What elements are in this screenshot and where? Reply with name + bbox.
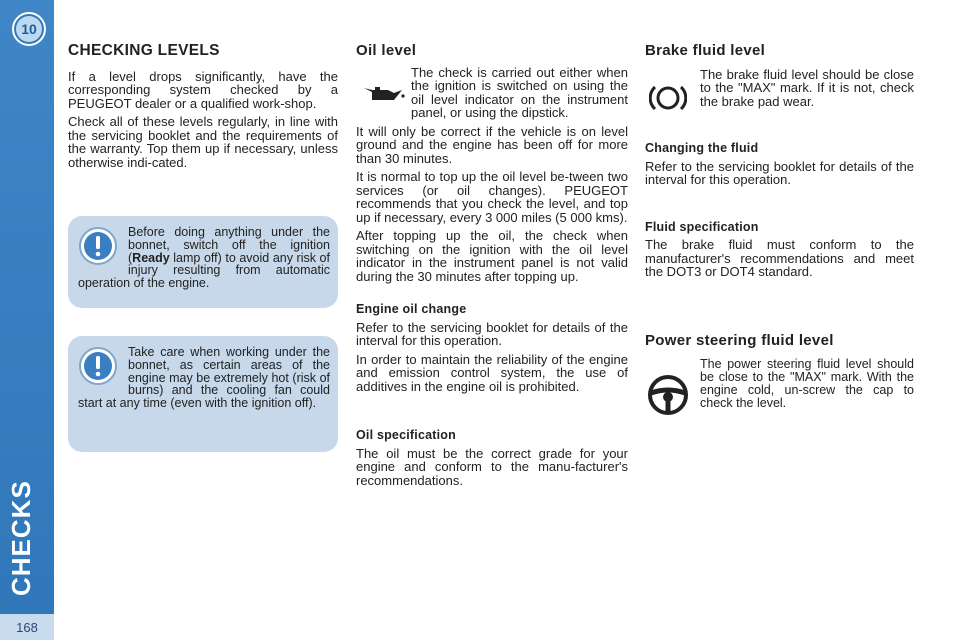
warning-icon <box>78 346 118 386</box>
power-steering-intro: The power steering fluid level should be close to the "MAX" mark. With the engine cold, un-screw the cap to check the level. <box>700 356 914 410</box>
changing-fluid-heading: Changing the fluid <box>645 141 759 155</box>
warning1-text: Before doing anything under the bonnet, switch off the ignition (Ready lamp off) to avoid any risk of injury resulting from automatic operation of the engine. <box>78 225 330 291</box>
oil-can-icon <box>360 82 406 106</box>
chapter-badge <box>12 12 46 46</box>
engine-oil-change-p2: In order to maintain the reliability of the engine and emission control system, the use of additives in the engine oil is prohibited. <box>356 351 628 394</box>
oil-level-intro: The check is carried out either when the ignition is switched on using the oil level indicator on the instrument panel, or using the dipstick. <box>411 64 628 120</box>
checking-levels-para2: Check all of these levels regularly, in line with the servicing booklet and the requirements of the warranty. Top them up if necessary, unless otherwise indi-cated. <box>68 114 338 170</box>
page-number: 168 <box>0 614 54 640</box>
warning-box-ignition <box>68 216 338 308</box>
engine-oil-change-p1: Refer to the servicing booklet for details of the interval for this operation. <box>356 319 628 348</box>
changing-fluid-text: Refer to the servicing booklet for details of the interval for this operation. <box>645 158 914 187</box>
chapter-title: CHECKS <box>6 480 36 596</box>
checking-levels-para1: If a level drops significantly, have the corresponding system checked by a PEUGEOT dealer or a qualified work-shop. <box>68 68 338 111</box>
warning2-text: Take care when working under the bonnet, as certain areas of the engine may be extremely hot (risk of burns) and the cooling fan could start at any time (even with the ignition off). <box>78 345 330 411</box>
brake-fluid-heading: Brake fluid level <box>645 42 766 59</box>
ready-label: Ready <box>132 250 170 265</box>
brake-fluid-intro: The brake fluid level should be close to the "MAX" mark. If it is not, check the brake pad wear. <box>700 66 914 109</box>
power-steering-section <box>645 334 914 415</box>
oil-level-p1: It will only be correct if the vehicle is on level ground and the engine has been off for more than 30 minutes. <box>356 123 628 166</box>
oil-specification-text: The oil must be the correct grade for your engine and conform to the manu-facturer's recommendations. <box>356 445 628 488</box>
warning-icon <box>78 226 118 266</box>
oil-level-p2: It is normal to top up the oil level be-tween two services (or oil changes). PEUGEOT recommends that you check the level, and top up if necessary, every 3 000 miles (5 000 kms). <box>356 169 628 225</box>
brake-fluid-section <box>645 44 914 284</box>
warning-box-hot-engine <box>68 336 338 452</box>
engine-oil-change-heading: Engine oil change <box>356 302 467 316</box>
sidebar <box>0 0 54 640</box>
steering-wheel-icon <box>647 374 689 416</box>
oil-level-heading: Oil level <box>356 42 417 59</box>
oil-level-p3: After topping up the oil, the check when switching on the ignition with the oil level indicator in the instrument panel is not valid during the 30 minutes after topping up. <box>356 228 628 284</box>
brake-warning-icon <box>649 82 687 114</box>
oil-specification-heading: Oil specification <box>356 428 456 442</box>
fluid-specification-heading: Fluid specification <box>645 219 759 234</box>
chapter-number: 10 <box>21 21 37 37</box>
oil-level-section <box>356 44 628 492</box>
power-steering-heading: Power steering fluid level <box>645 332 834 349</box>
checking-levels-heading: CHECKING LEVELS <box>68 42 220 59</box>
checking-levels-section <box>68 44 338 174</box>
fluid-specification-text: The brake fluid must conform to the manufacturer's recommendations and meet the DOT3 or DOT4 standard. <box>645 237 914 279</box>
